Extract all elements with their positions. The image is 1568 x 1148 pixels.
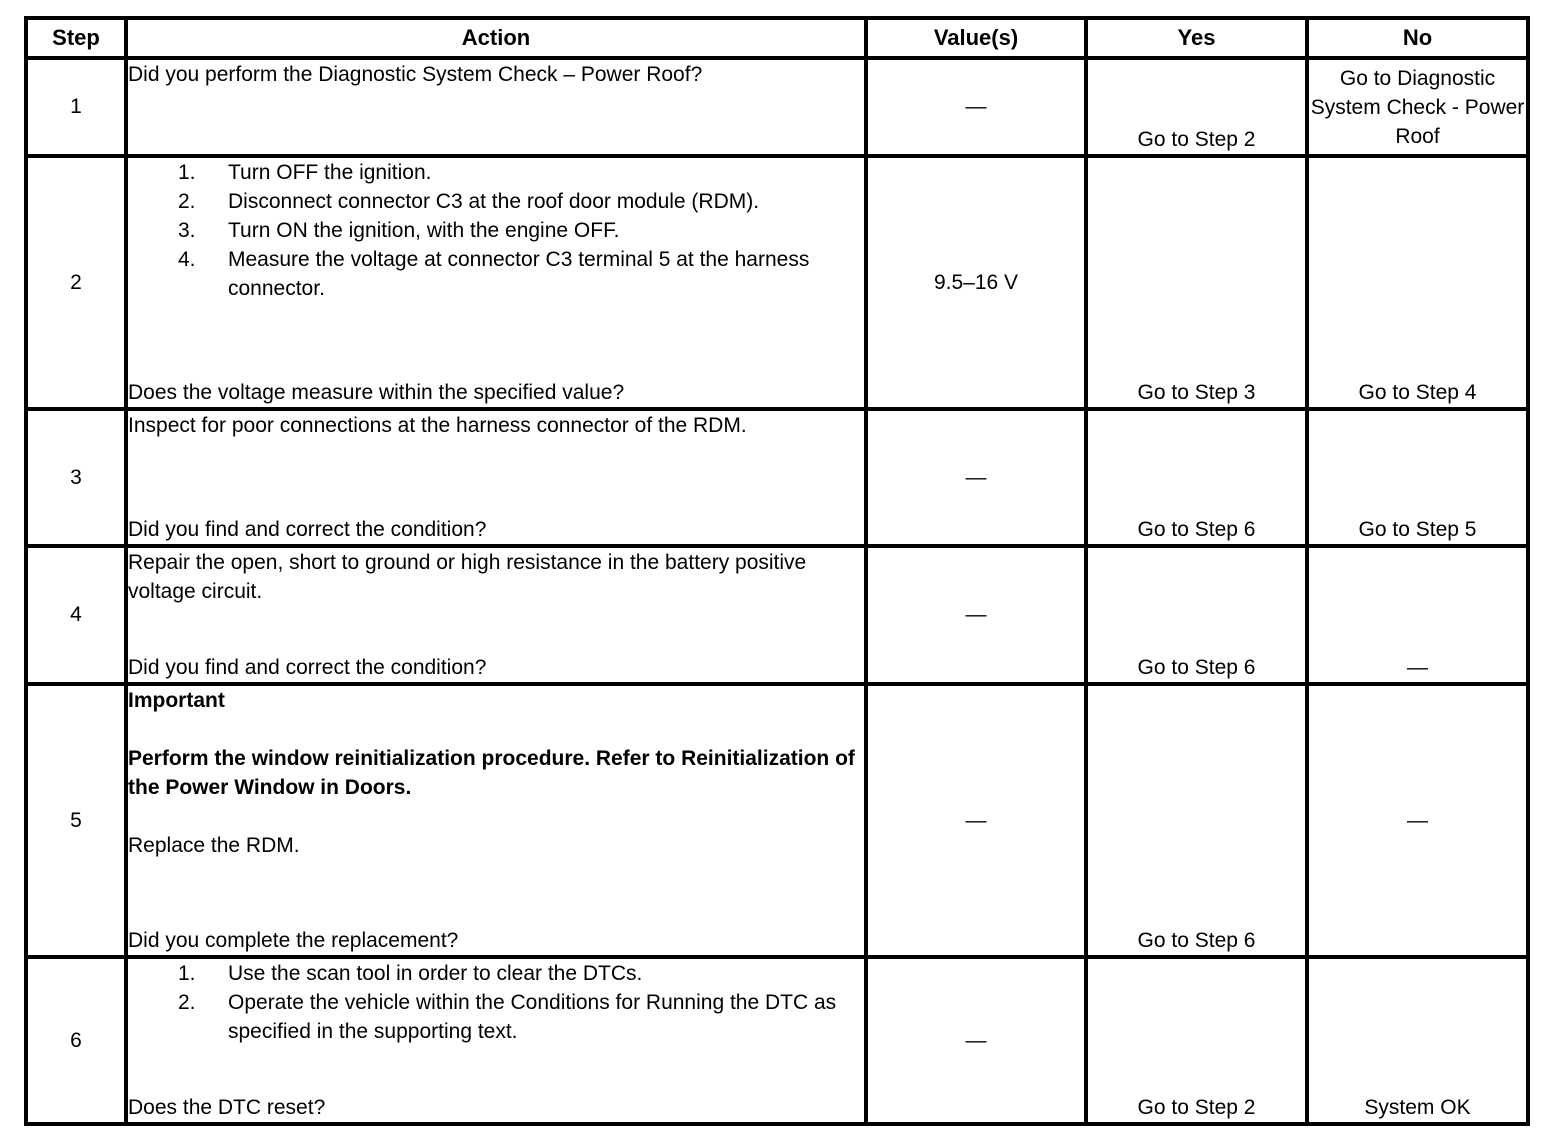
table-row — [26, 58, 1528, 156]
table-row — [26, 156, 1528, 409]
header-row — [26, 18, 1528, 58]
header-yes: Yes — [1086, 18, 1307, 58]
table-row — [26, 546, 1528, 683]
important-label: Important — [128, 688, 225, 712]
yes-cell: Go to Step 2 — [1086, 58, 1307, 156]
step-number: 5 — [26, 684, 126, 958]
table-row — [26, 957, 1528, 1124]
yes-cell: Go to Step 6 — [1086, 409, 1307, 546]
value-cell: 9.5–16 V — [866, 156, 1086, 409]
list-number: 2. — [178, 190, 196, 214]
list-text: Operate the vehicle within the Conditions for Running the DTC as specified in the supporting text. — [228, 991, 837, 1044]
no-cell: Go to Step 5 — [1307, 409, 1528, 546]
list-text: Turn ON the ignition, with the engine OFF. — [228, 219, 620, 243]
list-number: 4. — [178, 248, 196, 272]
list-number: 1. — [178, 161, 196, 185]
table-row — [26, 684, 1528, 958]
list-text: Turn OFF the ignition. — [228, 161, 432, 185]
list-number: 3. — [178, 219, 196, 243]
yes-cell: Go to Step 3 — [1086, 156, 1307, 409]
procedure-list — [128, 158, 864, 303]
list-item — [178, 158, 864, 187]
value-cell: — — [866, 546, 1086, 683]
action-cell — [126, 409, 866, 546]
value-cell: — — [866, 684, 1086, 958]
no-cell: System OK — [1307, 957, 1528, 1124]
diagnostic-table — [24, 16, 1530, 1126]
step-number: 4 — [26, 546, 126, 683]
action-cell — [126, 957, 866, 1124]
header-step: Step — [26, 18, 126, 58]
no-cell: — — [1307, 684, 1528, 958]
list-text: Disconnect connector C3 at the roof door module (RDM). — [228, 190, 760, 214]
value-cell: — — [866, 58, 1086, 156]
question-text: Did you complete the replacement? — [128, 929, 459, 953]
header-values: Value(s) — [866, 18, 1086, 58]
header-no: No — [1307, 18, 1528, 58]
value-cell: — — [866, 957, 1086, 1124]
list-item — [178, 187, 864, 216]
yes-cell: Go to Step 6 — [1086, 546, 1307, 683]
no-cell: Go to Step 4 — [1307, 156, 1528, 409]
question-text: Does the voltage measure within the specified value? — [128, 380, 625, 404]
list-number: 1. — [178, 962, 196, 986]
action-text: Inspect for poor connections at the harness connector of the RDM. — [128, 413, 747, 437]
question-text: Does the DTC reset? — [128, 1096, 326, 1119]
list-text: Measure the voltage at connector C3 terminal 5 at the harness connector. — [228, 248, 810, 301]
action-cell — [126, 546, 866, 683]
action-text: Repair the open, short to ground or high resistance in the battery positive voltage circuit. — [128, 551, 807, 604]
step-number: 3 — [26, 409, 126, 546]
step-number: 1 — [26, 58, 126, 156]
list-number: 2. — [178, 991, 196, 1015]
question-text: Did you find and correct the condition? — [128, 518, 487, 542]
yes-cell: Go to Step 6 — [1086, 684, 1307, 958]
list-text: Use the scan tool in order to clear the DTCs. — [228, 962, 643, 986]
important-text: Perform the window reinitialization procedure. Refer to Reinitialization of the Power Window in Doors. — [128, 746, 855, 799]
procedure-list — [128, 959, 864, 1046]
header-action: Action — [126, 18, 866, 58]
value-cell: — — [866, 409, 1086, 546]
list-item — [178, 245, 864, 303]
table-row — [26, 409, 1528, 546]
step-number: 2 — [26, 156, 126, 409]
list-item — [178, 216, 864, 245]
no-cell: Go to Diagnostic System Check - Power Roof — [1307, 58, 1528, 156]
action-cell — [126, 684, 866, 958]
question-text: Did you find and correct the condition? — [128, 655, 487, 679]
list-item — [178, 959, 864, 988]
action-cell — [126, 156, 866, 409]
list-item — [178, 988, 864, 1046]
step-number: 6 — [26, 957, 126, 1124]
no-cell: — — [1307, 546, 1528, 683]
action-text: Did you perform the Diagnostic System Check – Power Roof? — [128, 63, 703, 86]
yes-cell: Go to Step 2 — [1086, 957, 1307, 1124]
action-cell — [126, 58, 866, 156]
instruction-text: Replace the RDM. — [128, 833, 300, 857]
